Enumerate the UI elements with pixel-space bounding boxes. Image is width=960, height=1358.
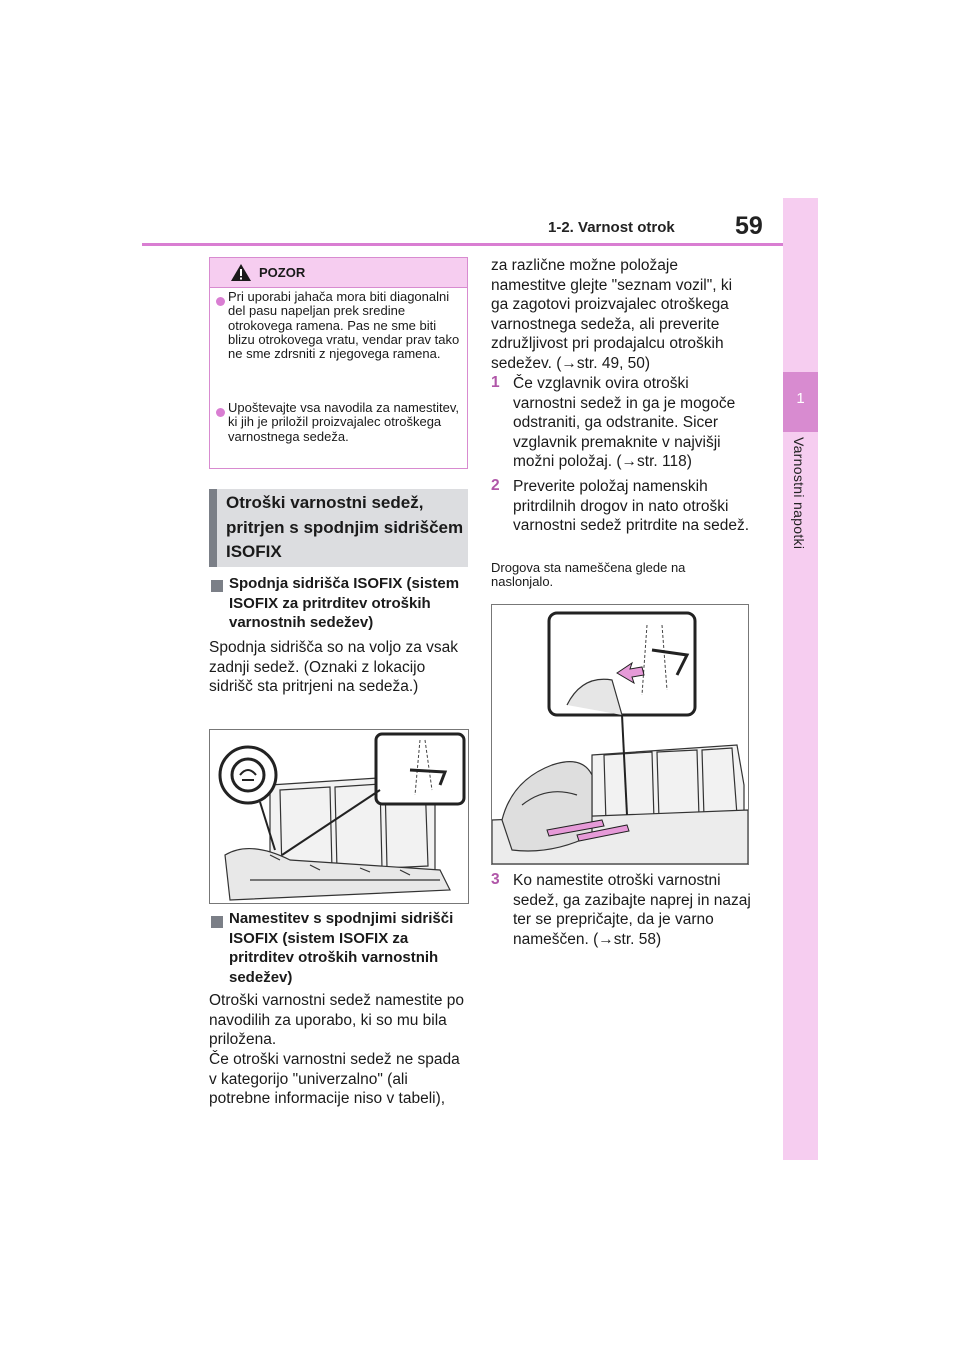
warning-item: Pri uporabi jahača mora biti diagonalni del pasu napeljan prek sredine otrokovega ramena. Pas ne sme biti blizu otrokovega vratu, vendar prav tako ne sme zdrsniti z njegovega ramena. bbox=[228, 289, 460, 362]
step-text: Če vzglavnik ovira otroški varnostni sedež in ga je mogoče odstraniti, ga odstranite. Sicer vzglavnik premaknite v najvišji možni položaj. (→str. 118) bbox=[513, 375, 736, 470]
square-bullet-icon bbox=[211, 916, 223, 928]
paragraph: Spodnja sidrišča so na voljo za vsak zadnji sedež. (Oznaki z lokacijo sidrišč sta pritrjeni na sedeža.) bbox=[209, 639, 458, 695]
paragraph: za različne možne položaje namestitve glejte "seznam vozil", ki ga zagotovi proizvajalec otroškega varnostnega sedeža, ali preverite združljivost pri prodajalcu otroških sedežev. (→str. 49, 50) bbox=[491, 257, 733, 372]
section-heading-box bbox=[209, 489, 468, 567]
header-rule bbox=[142, 243, 783, 246]
warning-box bbox=[209, 257, 468, 469]
warning-bullet-1 bbox=[216, 293, 225, 311]
heading-accent-bar bbox=[209, 489, 217, 567]
chapter-number: 1 bbox=[796, 390, 805, 407]
warning-item: Upoštevajte vsa navodila za namestitev, ki jih je priložil proizvajalec otroškega varnostnega sedeža. bbox=[228, 400, 459, 444]
step-number: 2 bbox=[491, 477, 500, 494]
chapter-label: Varnostni napotki bbox=[791, 437, 807, 550]
subhead-isofix-anchors: Spodnja sidrišča ISOFIX (sistem ISOFIX za pritrditev otroških varnostnih sedežev) bbox=[229, 575, 460, 631]
page-number: 59 bbox=[735, 212, 763, 240]
child-seat-installation-illustration bbox=[492, 605, 748, 864]
warning-triangle-icon bbox=[230, 263, 252, 282]
paragraph: Otroški varnostni sedež namestite po navodilih za uporabo, ki so mu bila priložena. bbox=[209, 992, 465, 1048]
warning-bullet-2 bbox=[216, 404, 225, 422]
bullet-dot-icon bbox=[216, 297, 225, 306]
note-text: Drogova sta nameščena glede na naslonjalo. bbox=[491, 560, 686, 589]
figure-isofix-anchor-location bbox=[209, 729, 469, 904]
subhead-isofix-install: Namestitev s spodnjimi sidrišči ISOFIX (sistem ISOFIX za pritrditev otroških varnostnih sedežev) bbox=[229, 910, 454, 986]
section-label: 1-2. Varnost otrok bbox=[548, 219, 675, 236]
chapter-side-tab[interactable] bbox=[783, 198, 818, 1160]
subhead-marker bbox=[211, 579, 223, 597]
step-text: Preverite položaj namenskih pritrdilnih drogov in nato otroški varnostni sedež pritrdite na sedež. bbox=[513, 478, 750, 534]
warning-header bbox=[210, 258, 467, 288]
section-heading: Otroški varnostni sedež, pritrjen s spodnjim sidriščem ISOFIX bbox=[226, 493, 464, 561]
step-number: 3 bbox=[491, 871, 500, 888]
step-number: 1 bbox=[491, 374, 500, 391]
subhead-marker bbox=[211, 915, 223, 933]
bullet-dot-icon bbox=[216, 408, 225, 417]
figure-child-seat-installation bbox=[491, 604, 749, 865]
isofix-seat-illustration bbox=[210, 730, 468, 903]
paragraph: Če otroški varnostni sedež ne spada v kategorijo "univerzalno" (ali potrebne informacije niso v tabeli), bbox=[209, 1051, 460, 1107]
warning-title: POZOR bbox=[259, 265, 306, 280]
step-text: Ko namestite otroški varnostni sedež, ga zazibajte naprej in nazaj ter se prepričajte, da je varno nameščen. (→str. 58) bbox=[513, 872, 751, 948]
square-bullet-icon bbox=[211, 580, 223, 592]
